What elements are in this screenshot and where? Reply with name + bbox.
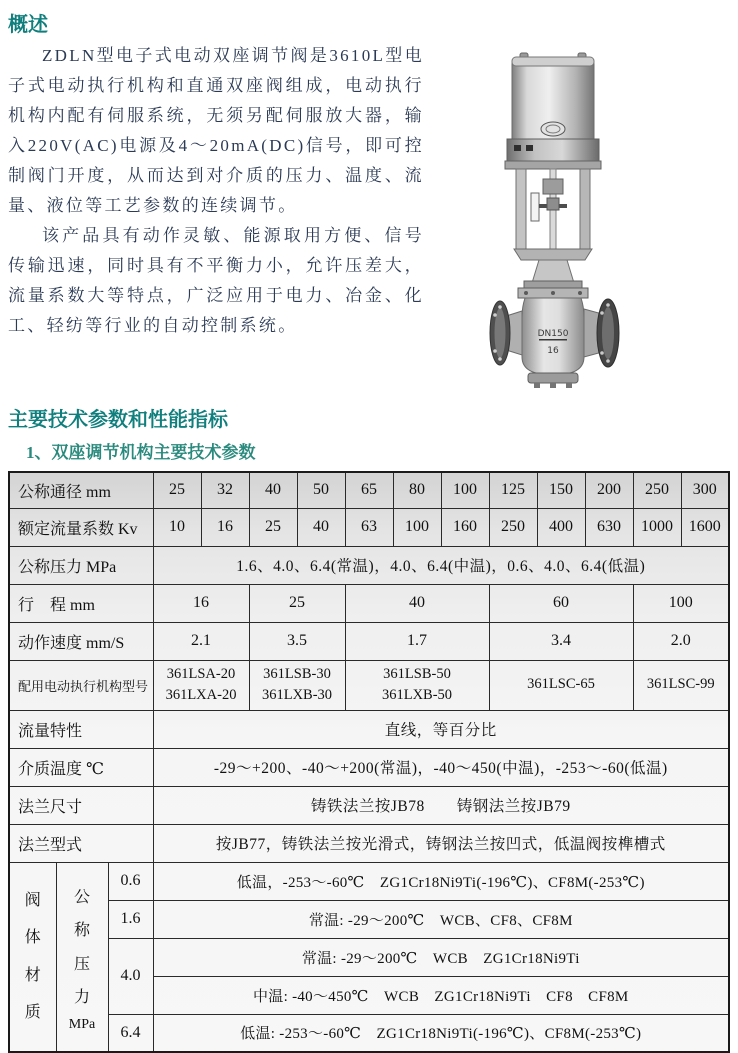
row-label-stroke: 行 程 mm [9, 584, 153, 622]
kv-value: 1000 [633, 508, 681, 546]
section-heading: 主要技术参数和性能指标 [8, 409, 228, 431]
dn-value: 250 [633, 472, 681, 508]
row-nominal-pressure [9, 546, 729, 584]
dn-value: 32 [201, 472, 249, 508]
actuator-model-line: 361LXA-20 [165, 687, 237, 703]
intro-text-block [8, 41, 424, 341]
row-label-flow-characteristic: 流量特性 [9, 710, 153, 748]
dn-value: 65 [345, 472, 393, 508]
actuator-model-line: 361LXB-30 [261, 687, 333, 703]
nominal-pressure-value: 1.6、4.0、6.4(常温)，4.0、6.4(中温)，0.6、4.0、6.4(低温) [153, 546, 729, 584]
flow-characteristic-value: 直线，等百分比 [153, 710, 729, 748]
sub-heading: 1、双座调节机构主要技术参数 [26, 443, 256, 462]
speed-value: 2.1 [153, 622, 249, 660]
row-label-actuator-model: 配用电动执行机构型号 [9, 660, 153, 710]
dn-value: 80 [393, 472, 441, 508]
stroke-value: 40 [345, 584, 489, 622]
overview-heading: 概述 [8, 14, 48, 36]
row-action-speed [9, 622, 729, 660]
pressure-class-value: 6.4 [108, 1014, 153, 1052]
row-flow-coefficient [9, 508, 729, 546]
pressure-class-value: 0.6 [108, 862, 153, 900]
row-label-flange-type: 法兰型式 [9, 824, 153, 862]
material-desc: 低温，-253～-60℃ ZG1Cr18Ni9Ti(-196℃)、CF8M(-253℃) [153, 862, 729, 900]
intro-paragraph-1: ZDLN型电子式电动双座调节阀是3610L型电子式电动执行机构和直通双座阀组成，电动执行机构内配有伺服系统，无须另配伺服放大器，输入220V(AC)电源及4～20mA(DC)信号，即可控制阀门开度，从而达到对介质的压力、温度、流量、液位等工艺参数的连续调节。 [8, 46, 424, 215]
actuator-model-cell [249, 660, 345, 710]
row-label-nominal-diameter: 公称通径 mm [9, 472, 153, 508]
actuator-model-line: 361LSC-65 [527, 676, 595, 693]
dn-value: 200 [585, 472, 633, 508]
dn-value: 25 [153, 472, 201, 508]
dn-value: 100 [441, 472, 489, 508]
speed-value: 2.0 [633, 622, 729, 660]
actuator-model-line: 361LSC-99 [646, 676, 715, 693]
row-label-flange-size: 法兰尺寸 [9, 786, 153, 824]
kv-value: 400 [537, 508, 585, 546]
row-flow-characteristic [9, 710, 729, 748]
stroke-value: 25 [249, 584, 345, 622]
row-flange-size [9, 786, 729, 824]
actuator-model-line: 361LSB-30 [263, 665, 331, 682]
row-label-medium-temperature: 介质温度 ℃ [9, 748, 153, 786]
kv-value: 160 [441, 508, 489, 546]
kv-value: 630 [585, 508, 633, 546]
row-label-action-speed: 动作速度 mm/S [9, 622, 153, 660]
kv-value: 40 [297, 508, 345, 546]
dn-value: 300 [681, 472, 729, 508]
row-body-material-0 [9, 862, 729, 900]
dn-value: 50 [297, 472, 345, 508]
spec-table [8, 471, 730, 1053]
row-label-pressure-vertical [56, 862, 108, 1052]
kv-value: 100 [393, 508, 441, 546]
row-body-material-4 [9, 1014, 729, 1052]
row-body-material-2 [9, 938, 729, 976]
row-label-nominal-pressure: 公称压力 MPa [9, 546, 153, 584]
dn-value: 125 [489, 472, 537, 508]
kv-value: 1600 [681, 508, 729, 546]
actuator-model-cell [153, 660, 249, 710]
kv-value: 16 [201, 508, 249, 546]
actuator-model-cell [633, 660, 729, 710]
kv-value: 250 [489, 508, 537, 546]
row-nominal-diameter [9, 472, 729, 508]
speed-value: 3.5 [249, 622, 345, 660]
row-flange-type [9, 824, 729, 862]
row-body-material-1 [9, 900, 729, 938]
actuator-model-line: 361LSA-20 [166, 665, 236, 682]
flange-type-value: 按JB77，铸铁法兰按光滑式，铸钢法兰按凹式，低温阀按榫槽式 [153, 824, 729, 862]
kv-value: 63 [345, 508, 393, 546]
pressure-vertical-label: 公称压力 [73, 888, 90, 1007]
dn-value: 150 [537, 472, 585, 508]
speed-value: 1.7 [345, 622, 489, 660]
pressure-class-value: 4.0 [108, 938, 153, 1014]
kv-value: 25 [249, 508, 297, 546]
pressure-unit-label: MPa [68, 1016, 96, 1032]
pressure-class-value: 1.6 [108, 900, 153, 938]
speed-value: 3.4 [489, 622, 633, 660]
actuator-model-cell [489, 660, 633, 710]
flange-size-value: 铸铁法兰按JB78 铸钢法兰按JB79 [153, 786, 729, 824]
medium-temperature-value: -29～+200、-40～+200(常温)，-40～450(中温)，-253～-60(低温) [153, 748, 729, 786]
valve-body-material-label: 阀体材质 [24, 891, 41, 1022]
stroke-value: 16 [153, 584, 249, 622]
material-desc: 低温: -253～-60℃ ZG1Cr18Ni9Ti(-196℃)、CF8M(-253℃) [153, 1014, 729, 1052]
row-label-flow-coefficient: 额定流量系数 Kv [9, 508, 153, 546]
material-desc: 常温: -29～200℃ WCB、CF8、CF8M [153, 900, 729, 938]
valve-illustration [454, 49, 654, 393]
actuator-model-line: 361LXB-50 [381, 687, 453, 703]
valve-body-pn-label: 16 [547, 346, 559, 356]
row-actuator-model [9, 660, 729, 710]
valve-body-dn-label: DN150 [537, 329, 569, 339]
stroke-value: 100 [633, 584, 729, 622]
stroke-value: 60 [489, 584, 633, 622]
actuator-model-cell [345, 660, 489, 710]
material-desc: 中温: -40～450℃ WCB ZG1Cr18Ni9Ti CF8 CF8M [153, 976, 729, 1014]
row-medium-temperature [9, 748, 729, 786]
row-stroke [9, 584, 729, 622]
overview-section [8, 41, 730, 393]
material-desc: 常温: -29～200℃ WCB ZG1Cr18Ni9Ti [153, 938, 729, 976]
valve-product-photo [454, 49, 654, 393]
row-label-valve-body-material [9, 862, 56, 1052]
actuator-model-line: 361LSB-50 [383, 665, 451, 682]
intro-paragraph-2: 该产品具有动作灵敏、能源取用方便、信号传输迅速，同时具有不平衡力小，允许压差大，流量系数大等特点，广泛应用于电力、冶金、化工、轻纺等行业的自动控制系统。 [8, 226, 424, 335]
kv-value: 10 [153, 508, 201, 546]
dn-value: 40 [249, 472, 297, 508]
